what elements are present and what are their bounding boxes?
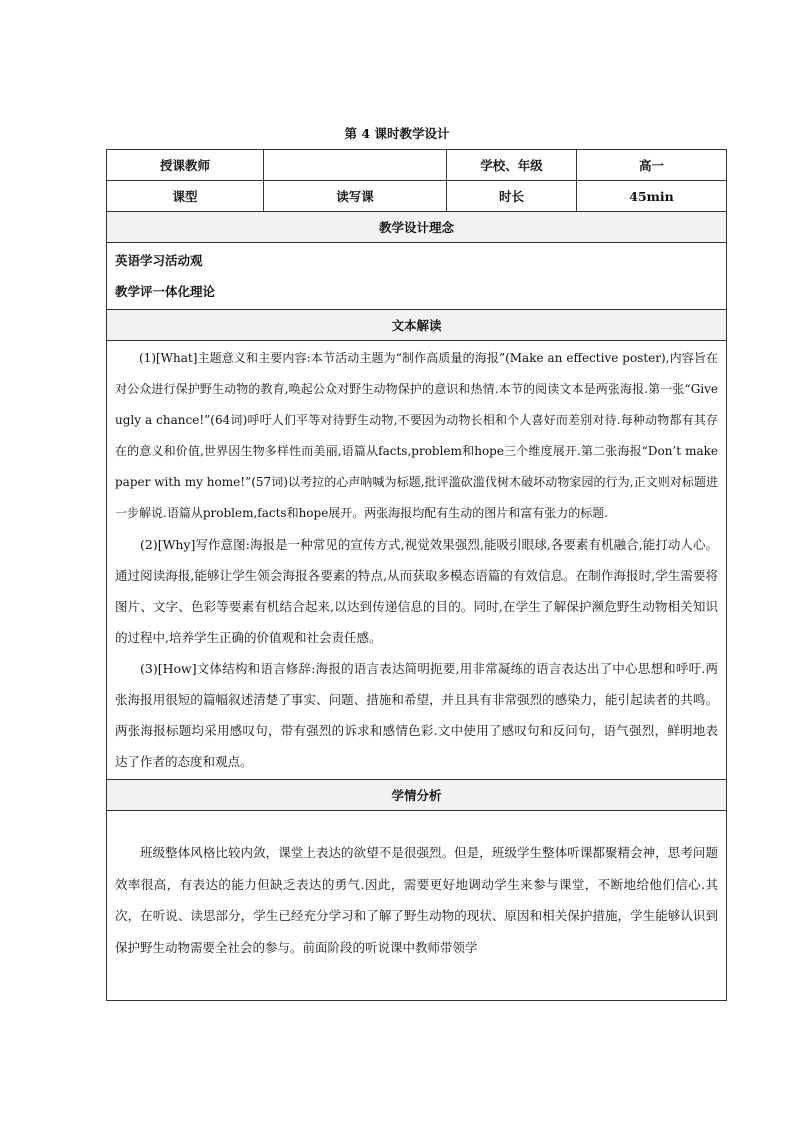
concept-heading-row <box>107 212 727 243</box>
concept-item: 教学评一体化理论 <box>115 284 216 299</box>
school-value: 高一 <box>577 150 727 181</box>
text-analysis-cell <box>107 341 727 780</box>
school-label: 学校、年级 <box>447 150 577 181</box>
lesson-design-table <box>106 149 727 1001</box>
info-row-1 <box>107 150 727 181</box>
text-analysis-heading: 文本解读 <box>107 310 727 341</box>
learner-analysis-heading-row <box>107 780 727 811</box>
learner-analysis-row <box>107 811 727 1001</box>
duration-label: 时长 <box>447 181 577 212</box>
text-analysis-paragraph: (3)[How]文体结构和语言修辞:海报的语言表达简明扼要,用非常凝练的语言表达出了中心思想和呼吁.两张海报用很短的篇幅叙述清楚了事实、问题、措施和希望，并且具有非常强烈的感染力，能引起读者的共鸣。两张海报标题均采用感叹句，带有强烈的诉求和感情色彩.文中使用了感叹句和反问句，语气强烈，鲜明地表达了作者的态度和观点。 <box>115 661 718 769</box>
concept-row <box>107 243 727 310</box>
text-analysis-paragraph: (1)[What]主题意义和主要内容:本节活动主题为“制作高质量的海报”(Make an effective poster),内容旨在对公众进行保护野生动物的教育,唤起公众对野生动物保护的意识和热情.本节的阅读文本是两张海报.第一张“Give ugly a chance!”(64词)呼吁人们平等对待野生动物,不要因为动物长相和个人喜好而差别对待.每种动物都有其存在的意义和价值,世界因生物多样性而美丽,语篇从facts,problem和hope三个维度展开.第二张海报“Don’t make paper with my home!”(57词)以考拉的心声呐喊为标题,批评滥砍滥伐树木破坏动物家园的行为,正文则对标题进一步解说.语篇从problem,facts和hope展开。两张海报均配有生动的图片和富有张力的标题. <box>115 351 718 520</box>
concept-heading: 教学设计理念 <box>107 212 727 243</box>
concept-item: 英语学习活动观 <box>115 253 203 268</box>
learner-analysis-cell <box>107 811 727 1001</box>
learner-analysis-heading: 学情分析 <box>107 780 727 811</box>
teacher-value <box>264 150 447 181</box>
page-title: 第 4 课时教学设计 <box>344 126 450 141</box>
learner-analysis-paragraph: 班级整体风格比较内敛，课堂上表达的欲望不是很强烈。但是，班级学生整体听课都聚精会神，思考问题效率很高，有表达的能力但缺乏表达的勇气.因此，需要更好地调动学生来参与课堂，不断地给他们信心.其次，在听说、读思部分，学生已经充分学习和了解了野生动物的现状、原因和相关保护措施，学生能够认识到保护野生动物需要全社会的参与。前面阶段的听说课中教师带领学 <box>115 845 718 955</box>
type-value: 读写课 <box>264 181 447 212</box>
info-row-2 <box>107 181 727 212</box>
type-label: 课型 <box>107 181 264 212</box>
text-analysis-paragraph: (2)[Why]写作意图:海报是一种常见的宣传方式,视觉效果强烈,能吸引眼球,各要素有机融合,能打动人心。通过阅读海报,能够让学生领会海报各要素的特点,从而获取多模态语篇的有效信息。在制作海报时,学生需要将图片、文字、色彩等要素有机结合起来,以达到传递信息的目的。同时,在学生了解保护濒危野生动物相关知识的过程中,培养学生正确的价值观和社会责任感。 <box>115 537 718 645</box>
concept-cell <box>107 243 727 310</box>
text-analysis-row <box>107 341 727 780</box>
text-analysis-heading-row <box>107 310 727 341</box>
teacher-label: 授课教师 <box>107 150 264 181</box>
duration-value: 45min <box>577 181 727 212</box>
